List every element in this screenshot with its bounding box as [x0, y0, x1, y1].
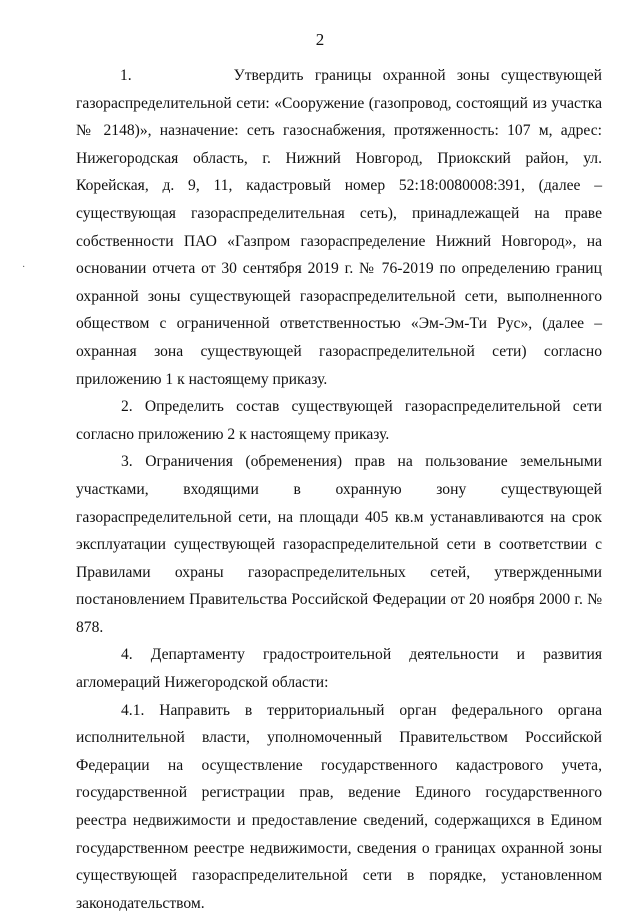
paragraph-4-1: 4.1. Направить в территориальный орган федерального органа исполнительной власти, уполномоченный Правительством Российской Федерации на осуществление государственного кадастрового учета, государственной регистрации прав, ведение Единого государственного реестра недвижимости и предоставление сведений, содержащихся в Едином государственном реестре недвижимости, сведения о границах охранной зоны существующей газораспределительной сети в порядке, установленном законодательством.	[76, 701, 602, 912]
paragraph-1: 1. Утвердить границы охранной зоны существующей газораспределительной сети: «Сооружение (газопровод, состоящий из участка № 2148)», назначение: сеть газоснабжения, протяженность: 107 м, адрес: Нижегородская область, г. Нижний Новгород, Приокский район, ул. Корейская, д. 9, 11, кадастровый номер 52:18:0080008:391, (далее – существующая газораспределительная сеть), принадлежащей на праве собственности ПАО «Газпром газораспределение Нижний Новгород», на основании отчета от 30 сентября 2019 г. № 76-2019 по определению границ охранной зоны существующей газораспределительной сети, выполненного обществом с ограниченной ответственностью «Эм-Эм-Ти Рус», (далее – охранная зона существующей газораспределительной сети) согласно приложению 1 к настоящему приказу.	[76, 67, 602, 388]
margin-mark: ·	[22, 262, 26, 273]
paragraph-3: 3. Ограничения (обременения) прав на пользование земельными участками, входящими в охранную зону существующей газораспределительной сети, на площади 405 кв.м устанавливаются на срок эксплуатации существующей газораспределительной сети в соответствии с Правилами охраны газораспределительных сетей, утвержденными постановлением Правительства Российской Федерации от 20 ноября 2000 г. № 878.	[76, 453, 602, 636]
paragraph-2: 2. Определить состав существующей газораспределительной сети согласно приложению 2 к настоящему приказу.	[76, 398, 602, 443]
paragraph-4: 4. Департаменту градостроительной деятельности и развития агломераций Нижегородской области:	[76, 646, 602, 692]
document-body	[76, 62, 602, 917]
page-number: 2	[315, 30, 325, 49]
